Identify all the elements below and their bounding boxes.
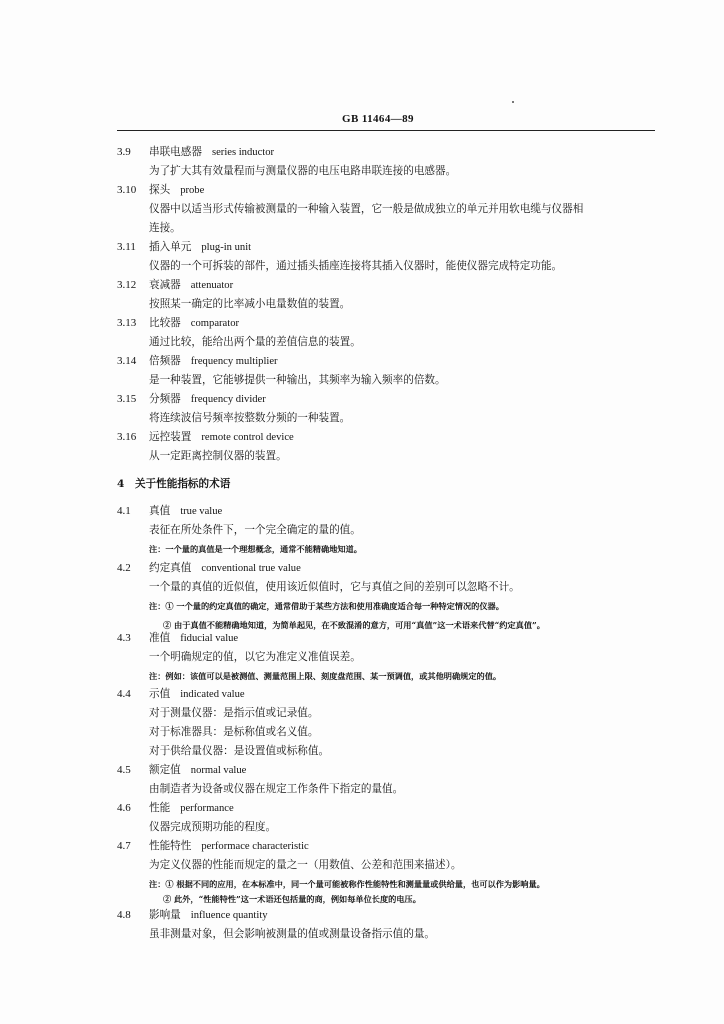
term-chinese: 远控装置 (149, 431, 192, 443)
text-row (0, 296, 724, 313)
term-entry (0, 560, 724, 577)
text-row (0, 598, 724, 615)
text-row (0, 857, 724, 874)
text-row (0, 410, 724, 427)
definition-text: 表征在所处条件下，一个完全确定的量的值。 (149, 524, 361, 536)
term-english: attenuator (190, 280, 234, 291)
clause-number: 3.15 (117, 393, 137, 405)
term-english: plug-in unit (201, 242, 252, 253)
term-chinese: 比较器 (149, 317, 181, 329)
clause-number: 4.8 (117, 909, 131, 921)
definition-text: 仪器完成预期功能的程度。 (149, 821, 277, 833)
clause-number: 4.7 (117, 840, 131, 852)
text-row (0, 891, 724, 908)
term-chinese: 倍频器 (149, 355, 181, 367)
definition-text: 仪器中以适当形式传输被测量的一种输入装置，它一般是做成独立的单元并用软电缆与仪器相 (149, 203, 584, 215)
definition-text: 按照某一确定的比率减小电量数值的装置。 (149, 298, 351, 310)
definition-text: 将连续波信号频率按整数分频的一种装置。 (149, 412, 351, 424)
text-row (0, 724, 724, 741)
text-row (0, 705, 724, 722)
clause-number: 4.2 (117, 562, 131, 574)
term-chinese: 准值 (149, 632, 171, 644)
term-english: performace characteristic (201, 841, 309, 852)
note-text: 注：一个量的真值是一个理想概念，通常不能精确地知道。 (149, 544, 362, 554)
definition-text: 通过比较，能给出两个量的差值信息的装置。 (149, 336, 361, 348)
term-entry (0, 762, 724, 779)
text-row (0, 220, 724, 237)
clause-number: 4.1 (117, 505, 131, 517)
term-english: remote control device (201, 432, 294, 443)
term-name (149, 800, 234, 817)
term-name (149, 762, 246, 779)
term-english: comparator (190, 318, 240, 329)
term-name (149, 838, 309, 855)
term-entry (0, 800, 724, 817)
term-name (149, 277, 233, 294)
term-entry (0, 686, 724, 703)
term-entry (0, 239, 724, 256)
term-entry (0, 353, 724, 370)
text-row (0, 258, 724, 275)
clause-number: 3.9 (117, 146, 131, 158)
term-english: probe (180, 185, 205, 196)
term-english: conventional true value (201, 563, 301, 574)
text-row (0, 163, 724, 180)
scan-speck (512, 101, 514, 103)
term-english: normal value (190, 765, 247, 776)
term-name (149, 315, 239, 332)
term-name (149, 144, 274, 161)
term-name (149, 353, 278, 370)
note-text: 注：① 根据不同的应用，在本标准中，同一个量可能被称作性能特性和测量量或供给量，也可以作为影响量。 (149, 879, 545, 889)
term-entry (0, 277, 724, 294)
definition-text: 对于供给量仪器：是设置值或标称值。 (149, 745, 330, 757)
term-chinese: 示值 (149, 688, 171, 700)
clause-number: 3.14 (117, 355, 137, 367)
text-row (0, 926, 724, 943)
term-name (149, 182, 204, 199)
note-text: 注：例如：该值可以是被测值、测量范围上限、刻度盘范围、某一预调值，或其他明确规定的值。 (149, 671, 502, 681)
term-entry (0, 630, 724, 647)
term-english: frequency multiplier (190, 356, 278, 367)
standard-code-header: GB 11464—89 (342, 113, 414, 125)
definition-text: 为定义仪器的性能而规定的量之一（用数值、公差和范围来描述）。 (149, 859, 462, 871)
definition-text: 对于测量仪器：是指示值或记录值。 (149, 707, 319, 719)
clause-number: 4.6 (117, 802, 131, 814)
term-entry (0, 429, 724, 446)
term-english: influence quantity (190, 910, 268, 921)
definition-text: 虽非测量对象，但会影响被测量的值或测量设备指示值的量。 (149, 928, 436, 940)
term-english: true value (180, 506, 223, 517)
term-english: series inductor (211, 147, 275, 158)
text-row (0, 372, 724, 389)
text-row (0, 334, 724, 351)
text-row (0, 522, 724, 539)
definition-text: 一个明确规定的值，以它为准定义准值误差。 (149, 651, 361, 663)
text-row (0, 541, 724, 558)
term-chinese: 性能特性 (149, 840, 192, 852)
term-english: frequency divider (190, 394, 266, 405)
term-entry (0, 838, 724, 855)
text-row (0, 201, 724, 218)
term-name (149, 429, 294, 446)
clause-number: 3.13 (117, 317, 137, 329)
text-row (0, 579, 724, 596)
term-chinese: 性能 (149, 802, 171, 814)
term-entry (0, 391, 724, 408)
term-name (149, 686, 245, 703)
term-name (149, 560, 301, 577)
term-chinese: 衰减器 (149, 279, 181, 291)
term-name (149, 630, 238, 647)
term-chinese: 额定值 (149, 764, 181, 776)
definition-text: 由制造者为设备或仪器在规定工作条件下指定的量值。 (149, 783, 404, 795)
term-name (149, 907, 268, 924)
term-english: indicated value (180, 689, 245, 700)
text-row (0, 668, 724, 685)
note-text: 注：① 一个量的约定真值的确定，通常借助于某些方法和使用准确度适合每一种特定情况的仪器。 (149, 601, 504, 611)
text-row (0, 819, 724, 836)
section-heading: 4 关于性能指标的术语 (117, 478, 231, 490)
definition-text: 为了扩大其有效量程而与测量仪器的电压电路串联连接的电感器。 (149, 165, 457, 177)
term-chinese: 约定真值 (149, 562, 192, 574)
clause-number: 4.4 (117, 688, 131, 700)
definition-text: 连接。 (149, 222, 181, 234)
term-name (149, 391, 266, 408)
clause-number: 3.12 (117, 279, 137, 291)
text-row (0, 649, 724, 666)
text-row (0, 743, 724, 760)
term-entry (0, 315, 724, 332)
term-chinese: 分频器 (149, 393, 181, 405)
definition-text: 是一种装置，它能够提供一种输出，其频率为输入频率的倍数。 (149, 374, 446, 386)
section-row (0, 476, 724, 493)
term-entry (0, 907, 724, 924)
header-rule (117, 130, 655, 131)
clause-number: 4.3 (117, 632, 131, 644)
definition-text: 对于标准器具：是标称值或名义值。 (149, 726, 319, 738)
definition-text: 一个量的真值的近似值，使用该近似值时，它与真值之间的差别可以忽略不计。 (149, 581, 520, 593)
note-text-continued: ② 此外，“性能特性”这一术语还包括量的商，例如每单位长度的电压。 (163, 894, 421, 904)
clause-number: 4.5 (117, 764, 131, 776)
term-chinese: 真值 (149, 505, 171, 517)
definition-text: 从一定距离控制仪器的装置。 (149, 450, 287, 462)
term-entry (0, 144, 724, 161)
term-english: fiducial value (180, 633, 239, 644)
term-entry (0, 182, 724, 199)
clause-number: 3.10 (117, 184, 137, 196)
term-entry (0, 503, 724, 520)
definition-text: 仪器的一个可拆装的部件，通过插头插座连接将其插入仪器时，能使仪器完成特定功能。 (149, 260, 563, 272)
clause-number: 3.16 (117, 431, 137, 443)
term-name (149, 503, 222, 520)
term-chinese: 串联电感器 (149, 146, 202, 158)
text-row (0, 448, 724, 465)
term-chinese: 影响量 (149, 909, 181, 921)
text-row (0, 781, 724, 798)
note-text-continued: ② 由于真值不能精确地知道，为简单起见，在不致混淆的意方，可用“真值”这一术语来代替“约定真值”。 (163, 620, 545, 630)
term-english: performance (180, 803, 234, 814)
term-chinese: 探头 (149, 184, 171, 196)
term-chinese: 插入单元 (149, 241, 192, 253)
term-name (149, 239, 251, 256)
clause-number: 3.11 (117, 241, 136, 253)
